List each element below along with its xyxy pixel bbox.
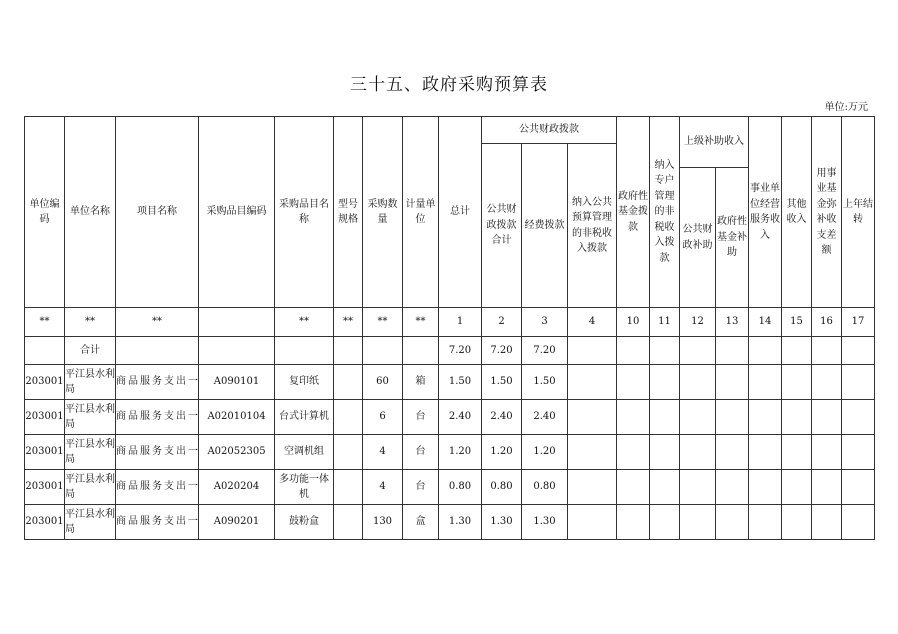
row-measure: 台 <box>403 435 439 470</box>
row-project: 商品服务支出一 <box>116 365 199 400</box>
header-carryover: 上年结转 <box>842 117 875 308</box>
header-nontax: 纳入公共预算管理的非税收入拨款 <box>568 144 617 308</box>
table-row <box>25 400 875 435</box>
header-item-name: 采购品目名称 <box>275 117 334 308</box>
procurement-budget-table <box>24 116 875 540</box>
row-unit-name: 平江县水利局 <box>65 435 116 470</box>
row-item-name: 鼓粉盒 <box>275 505 334 540</box>
row-qty: 130 <box>363 505 403 540</box>
code-cell: ** <box>65 308 116 337</box>
row-public-total: 1.20 <box>482 435 522 470</box>
row-item-name: 多功能一体机 <box>275 470 334 505</box>
row-funding: 1.50 <box>522 365 568 400</box>
row-public-total: 0.80 <box>482 470 522 505</box>
row-public-total: 1.30 <box>482 505 522 540</box>
header-public-total: 公共财政拨款合计 <box>482 144 522 308</box>
table-row <box>25 505 875 540</box>
row-public-total: 1.50 <box>482 365 522 400</box>
row-project: 商品服务支出一 <box>116 470 199 505</box>
header-public-group: 公共财政拨款 <box>482 117 617 144</box>
row-measure: 盒 <box>403 505 439 540</box>
row-funding: 1.20 <box>522 435 568 470</box>
header-special-nontax: 纳入专户管理的非税收入拨款 <box>650 117 680 308</box>
row-qty: 60 <box>363 365 403 400</box>
row-project: 商品服务支出一 <box>116 435 199 470</box>
row-project: 商品服务支出一 <box>116 505 199 540</box>
row-item-code: A090101 <box>199 365 275 400</box>
row-funding: 1.30 <box>522 505 568 540</box>
row-measure: 台 <box>403 470 439 505</box>
code-cell: ** <box>403 308 439 337</box>
code-cell: 15 <box>782 308 812 337</box>
row-public-total: 2.40 <box>482 400 522 435</box>
code-cell <box>199 308 275 337</box>
row-unit-name: 平江县水利局 <box>65 505 116 540</box>
row-item-code: A02052305 <box>199 435 275 470</box>
row-total: 1.20 <box>439 435 482 470</box>
row-item-name: 台式计算机 <box>275 400 334 435</box>
row-total: 1.50 <box>439 365 482 400</box>
total-label: 合计 <box>65 337 116 365</box>
header-unit-name: 单位名称 <box>65 117 116 308</box>
code-cell: ** <box>363 308 403 337</box>
header-upper-fund: 政府性基金补助 <box>716 168 749 308</box>
row-item-code: A090201 <box>199 505 275 540</box>
total-public-amount: 7.20 <box>482 337 522 365</box>
code-cell: 12 <box>680 308 716 337</box>
row-unit-name: 平江县水利局 <box>65 365 116 400</box>
row-unit-code: 203001 <box>25 470 65 505</box>
header-project-name: 项目名称 <box>116 117 199 308</box>
row-qty: 4 <box>363 470 403 505</box>
row-item-code: A02010104 <box>199 400 275 435</box>
header-item-code: 采购品目编码 <box>199 117 275 308</box>
row-qty: 4 <box>363 435 403 470</box>
code-cell: 14 <box>749 308 782 337</box>
page-title: 三十五、政府采购预算表 <box>350 75 548 95</box>
header-fund-gap: 用事业基金弥补收支差额 <box>812 117 842 308</box>
row-qty: 6 <box>363 400 403 435</box>
row-funding: 2.40 <box>522 400 568 435</box>
row-unit-code: 203001 <box>25 400 65 435</box>
total-amount: 7.20 <box>439 337 482 365</box>
code-cell: ** <box>275 308 334 337</box>
code-cell: ** <box>25 308 65 337</box>
code-cell: 4 <box>568 308 617 337</box>
total-row <box>25 337 875 365</box>
header-unit-code: 单位编码 <box>25 117 65 308</box>
total-funding-amount: 7.20 <box>522 337 568 365</box>
code-cell: 11 <box>650 308 680 337</box>
code-cell: 16 <box>812 308 842 337</box>
table-row <box>25 470 875 505</box>
code-cell: 17 <box>842 308 875 337</box>
header-spec: 型号规格 <box>334 117 363 308</box>
row-unit-code: 203001 <box>25 505 65 540</box>
header-qty: 采购数量 <box>363 117 403 308</box>
code-cell: 13 <box>716 308 749 337</box>
row-total: 0.80 <box>439 470 482 505</box>
code-cell: 1 <box>439 308 482 337</box>
header-business: 事业单位经营服务收入 <box>749 117 782 308</box>
row-item-code: A020204 <box>199 470 275 505</box>
row-funding: 0.80 <box>522 470 568 505</box>
table-row <box>25 365 875 400</box>
row-total: 2.40 <box>439 400 482 435</box>
row-unit-code: 203001 <box>25 435 65 470</box>
row-measure: 台 <box>403 400 439 435</box>
header-gov-fund: 政府性基金拨款 <box>617 117 650 308</box>
row-unit-name: 平江县水利局 <box>65 470 116 505</box>
code-cell: 3 <box>522 308 568 337</box>
code-cell: 2 <box>482 308 522 337</box>
code-cell: 10 <box>617 308 650 337</box>
header-total: 总计 <box>439 117 482 308</box>
row-unit-name: 平江县水利局 <box>65 400 116 435</box>
code-row <box>25 308 875 337</box>
code-cell: ** <box>334 308 363 337</box>
code-cell: ** <box>116 308 199 337</box>
row-project: 商品服务支出一 <box>116 400 199 435</box>
row-measure: 箱 <box>403 365 439 400</box>
row-unit-code: 203001 <box>25 365 65 400</box>
unit-label: 单位:万元 <box>824 102 868 113</box>
row-item-name: 复印纸 <box>275 365 334 400</box>
header-funding: 经费拨款 <box>522 144 568 308</box>
header-upper-group: 上级补助收入 <box>680 117 749 168</box>
header-other: 其他收入 <box>782 117 812 308</box>
header-measure: 计量单位 <box>403 117 439 308</box>
row-total: 1.30 <box>439 505 482 540</box>
row-item-name: 空调机组 <box>275 435 334 470</box>
header-upper-public: 公共财政补助 <box>680 168 716 308</box>
table-row <box>25 435 875 470</box>
